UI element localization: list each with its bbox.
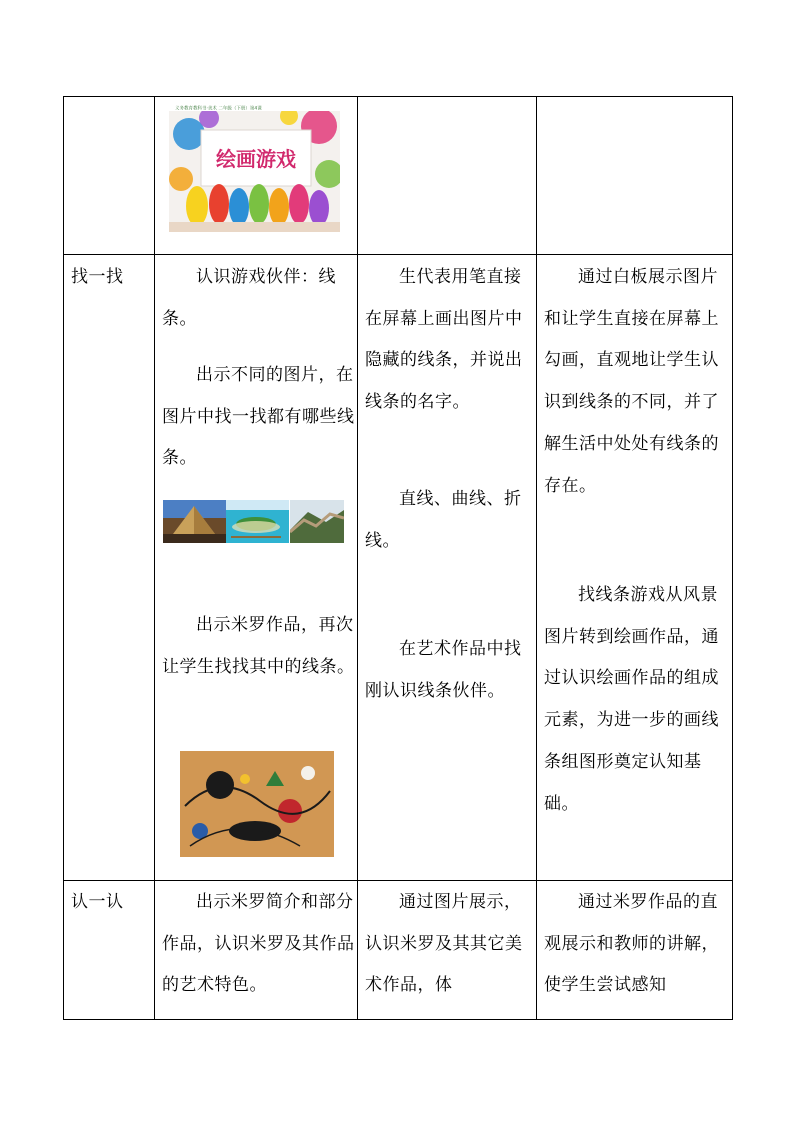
miro-artwork-image (180, 751, 334, 857)
image-header-text: 义务教育教科书·美术 二年级（下册）第4课 (175, 106, 262, 112)
column-divider (536, 96, 537, 1020)
column-divider (154, 96, 155, 1020)
student-activity-text: 直线、曲线、折线。 (365, 489, 522, 551)
teacher-activity-text: 出示不同的图片，在图片中找一找都有哪些线条。 (162, 365, 355, 469)
teacher-activity-text: 出示米罗简介和部分作品，认识米罗及其作品的艺术特色。 (162, 892, 355, 996)
image-caption: 绘画游戏 (216, 147, 296, 171)
table-border-bottom (63, 1019, 733, 1020)
teacher-activity-text: 认识游戏伙伴：线条。 (162, 267, 336, 329)
design-intent-text: 找线条游戏从风景图片转到绘画作品，通过认识绘画作品的组成元素，为进一步的画线条组图形奠定认知基础。 (544, 585, 719, 814)
lesson-table (63, 96, 733, 1020)
design-intent-text: 通过白板展示图片和让学生直接在屏幕上勾画，直观地让学生认识到线条的不同，并了解生活中处处有线条的存在。 (544, 267, 719, 496)
pyramid-photo (163, 500, 226, 543)
table-border-right (732, 96, 733, 1020)
table-border-left (63, 96, 64, 1020)
row-divider (63, 880, 733, 881)
step-label-find: 找一找 (71, 267, 124, 287)
student-activity-text: 在艺术作品中找刚认识线条伙伴。 (365, 639, 522, 701)
table-border-top (63, 96, 733, 97)
great-wall-photo (290, 500, 344, 543)
teacher-activity-text: 出示米罗作品，再次让学生找找其中的线条。 (162, 615, 355, 677)
island-photo (226, 500, 289, 543)
row-divider (63, 254, 733, 255)
student-activity-text: 生代表用笔直接在屏幕上画出图片中隐藏的线条，并说出线条的名字。 (365, 267, 523, 413)
step-label-know: 认一认 (71, 892, 124, 912)
student-activity-text: 通过图片展示，认识米罗及其其它美术作品，体 (365, 892, 523, 996)
drawing-game-image (169, 104, 340, 232)
design-intent-text: 通过米罗作品的直观展示和教师的讲解，使学生尝试感知 (544, 892, 719, 996)
